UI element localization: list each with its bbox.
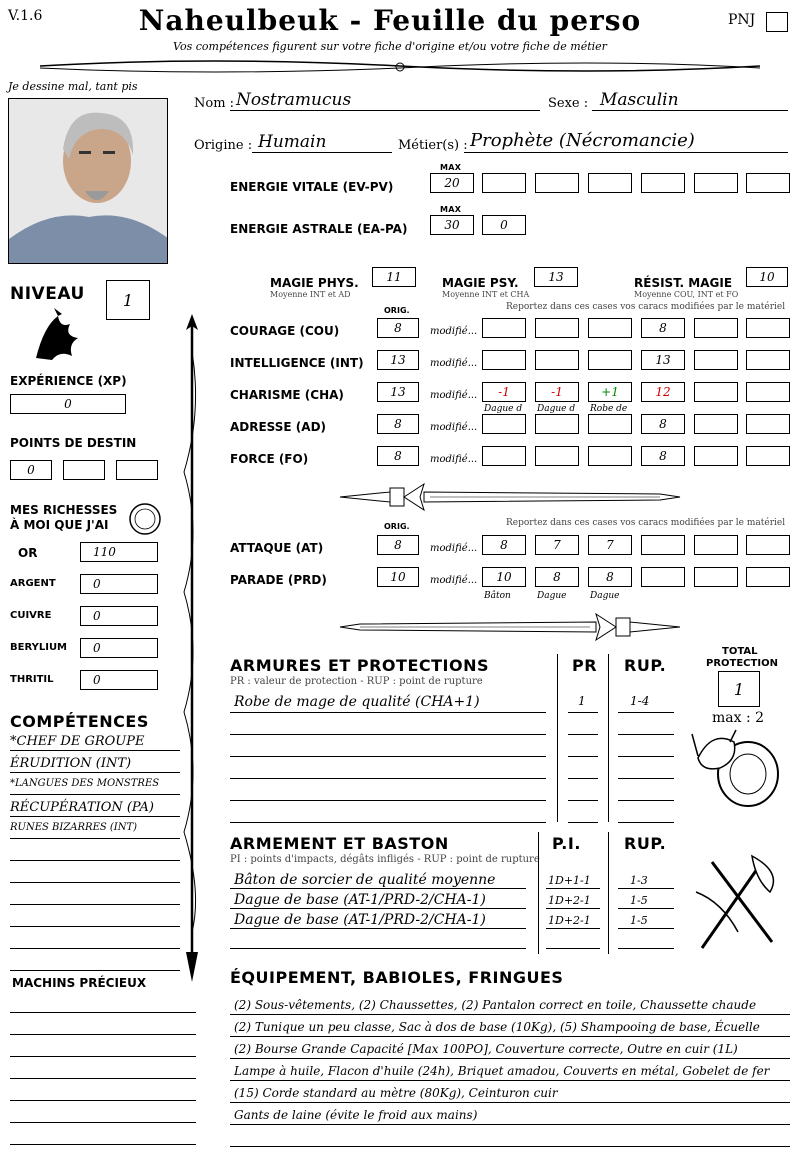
stats-note: Reportez dans ces cases vos caracs modifiées par le matériel [506,302,786,312]
stat-mod-box[interactable]: 8 [641,446,685,466]
arme-rup[interactable]: 1-5 [630,914,648,927]
niveau-label: NIVEAU [10,284,85,304]
combat-orig-box[interactable]: 8 [377,535,419,555]
arme-rup-line [618,948,674,949]
equipement-line [230,1014,790,1015]
stat-orig-box[interactable]: 8 [377,414,419,434]
equipement-title: ÉQUIPEMENT, BABIOLES, FRINGUES [230,968,564,987]
stat-mod-box[interactable] [588,318,632,338]
arme-line [230,908,526,909]
competence-item[interactable]: *CHEF DE GROUPE [10,734,145,749]
arme-rup-line [618,928,674,929]
arme-line [230,928,526,929]
money-box[interactable]: 110 [80,542,158,562]
nom-field[interactable]: Nostramucus [236,90,352,110]
combat-mod-box[interactable]: 10 [482,567,526,587]
stat-mod-note: Dague d [537,404,576,414]
arme-rup-line [618,888,674,889]
arme-line [230,948,526,949]
equipement-line [230,1080,790,1081]
magie-phys-box[interactable]: 11 [372,267,416,287]
combat-mod-box[interactable]: 8 [482,535,526,555]
money-label: OR [18,546,38,560]
combat-mod-box[interactable] [694,535,738,555]
combat-mod-note: Dague [590,591,620,601]
armement-title: ARMEMENT ET BASTON [230,834,449,853]
total-label-2: PROTECTION [706,658,778,669]
stat-orig-box[interactable]: 8 [377,318,419,338]
armures-rup-label: RUP. [624,656,667,675]
stat-mod-box[interactable] [588,414,632,434]
competence-line [10,794,180,795]
armement-note: PI : points d'impacts, dégâts infligés - RUP : point de rupture [230,854,540,865]
page-subtitle: Vos compétences figurent sur votre fiche d'origine et/ou votre fiche de métier [173,40,607,53]
orig-label-stats: ORIG. [384,306,410,315]
money-box[interactable]: 0 [80,574,158,594]
stat-orig-box[interactable]: 13 [377,382,419,402]
version-label: V.1.6 [8,8,43,24]
magie-phys-label: MAGIE PHYS. [270,276,359,290]
armure-rup-line [618,756,674,757]
armure-pr[interactable]: 1 [578,694,586,708]
money-label: ARGENT [10,578,56,589]
competence-line [10,816,180,817]
stat-mod-box[interactable] [535,350,579,370]
total-label: TOTAL [722,646,758,657]
stat-mod-box[interactable] [535,446,579,466]
armure-rup-line [618,734,674,735]
combat-mod-box[interactable] [641,535,685,555]
money-label: THRITIL [10,674,54,685]
stat-mod-box[interactable] [746,414,790,434]
ea-max-box[interactable]: 30 [430,215,474,235]
niveau-box[interactable]: 1 [106,280,150,320]
money-label: CUIVRE [10,610,52,621]
modif-label: modifié... [430,422,478,433]
destin-label: POINTS DE DESTIN [10,436,137,450]
magie-psy-label: MAGIE PSY. [442,276,519,290]
combat-mod-box[interactable]: 7 [588,535,632,555]
money-box[interactable]: 0 [80,606,158,626]
competence-item[interactable]: RÉCUPÉRATION (PA) [10,800,154,815]
modif-label: modifié... [430,326,478,337]
orig-label-combat: ORIG. [384,522,410,531]
armures-pr-label: PR [572,656,598,675]
competence-line [10,926,180,927]
sexe-field[interactable]: Masculin [600,90,679,110]
competence-line [10,882,180,883]
stat-mod-box[interactable] [746,350,790,370]
combat-mod-box[interactable] [641,567,685,587]
ev-box-6[interactable] [746,173,790,193]
machins-label: MACHINS PRÉCIEUX [12,976,147,990]
combat-mod-box[interactable]: 8 [588,567,632,587]
combat-mod-box[interactable] [746,567,790,587]
combat-mod-note: Bâton [484,591,511,601]
stat-mod-note: Dague d [484,404,523,414]
arme-pi-line [546,948,600,949]
max-label-ea: MAX [440,205,462,214]
ev-box-4[interactable] [641,173,685,193]
richesses-label: MES RICHESSES [10,503,118,517]
modif-label: modifié... [430,543,478,554]
stat-mod-box[interactable] [746,318,790,338]
competence-item[interactable]: ÉRUDITION (INT) [10,756,132,771]
armure-pr-line [568,822,598,823]
staff-divider [180,312,204,984]
sword-divider-1 [330,482,690,512]
stat-mod-box[interactable]: -1 [535,382,579,402]
combat-label: ATTAQUE (AT) [230,541,324,555]
arme-rup[interactable]: 1-5 [630,894,648,907]
stat-mod-box[interactable] [482,350,526,370]
armure-rup-line [618,712,674,713]
resist-magie-label: RÉSIST. MAGIE [634,276,733,290]
destin-box-2[interactable] [63,460,105,480]
equipement-item[interactable]: (2) Tunique un peu classe, Sac à dos de base (10Kg), (5) Shampooing de base, Écuelle [234,1020,760,1034]
arme-line [230,888,526,889]
stat-mod-box[interactable] [588,350,632,370]
stat-mod-box[interactable] [535,318,579,338]
armure-rup-line [618,800,674,801]
stat-mod-box[interactable] [694,446,738,466]
arme-name[interactable]: Dague de base (AT-1/PRD-2/CHA-1) [234,892,486,908]
stat-orig-box[interactable]: 8 [377,446,419,466]
origine-label: Origine : [194,138,253,153]
magie-phys-note: Moyenne INT et AD [270,290,351,299]
ev-box-5[interactable] [694,173,738,193]
header-flourish [30,54,770,78]
combat-mod-note: Dague [537,591,567,601]
stat-mod-box[interactable] [746,446,790,466]
arme-pi[interactable]: 1D+2-1 [548,914,591,927]
sword-divider-2 [330,612,690,642]
equipement-line [230,1124,790,1125]
stat-mod-box[interactable]: 12 [641,382,685,402]
modif-label: modifié... [430,575,478,586]
nom-label: Nom : [194,96,235,111]
money-box[interactable]: 0 [80,670,158,690]
ev-label: ENERGIE VITALE (EV-PV) [230,180,394,194]
equipement-line [230,1036,790,1037]
armure-rup[interactable]: 1-4 [630,694,650,708]
destin-box-3[interactable] [116,460,158,480]
stat-orig-box[interactable]: 13 [377,350,419,370]
combat-mod-box[interactable]: 8 [535,567,579,587]
page-title: Naheulbeuk - Feuille du perso [138,4,642,37]
portrait-caption: Je dessine mal, tant pis [8,80,138,93]
ea-box-1[interactable]: 0 [482,215,526,235]
stat-label: FORCE (FO) [230,452,309,466]
arme-pi-line [546,908,600,909]
stat-mod-box[interactable]: +1 [588,382,632,402]
competences-label: COMPÉTENCES [10,712,149,731]
armure-name[interactable]: Robe de mage de qualité (CHA+1) [234,694,480,710]
equipement-item[interactable]: (15) Corde standard au mètre (80Kg), Ceinturon cuir [234,1086,558,1100]
weapons-icon [692,852,784,952]
stat-mod-box[interactable] [694,382,738,402]
arme-rup-line [618,908,674,909]
equipement-item[interactable]: (2) Sous-vêtements, (2) Chaussettes, (2) Pantalon correct en toile, Chaussette chaude [234,998,757,1012]
portrait-frame [8,98,168,264]
stat-mod-box[interactable] [535,414,579,434]
competence-line [10,970,180,971]
combat-label: PARADE (PRD) [230,573,327,587]
equipement-line [230,1058,790,1059]
combat-mod-box[interactable]: 7 [535,535,579,555]
stat-mod-box[interactable] [482,318,526,338]
competence-line [10,772,180,773]
xp-label: EXPÉRIENCE (XP) [10,374,127,388]
stat-mod-box[interactable] [694,318,738,338]
destin-box-1[interactable]: 0 [10,460,52,480]
equipement-item[interactable]: (2) Bourse Grande Capacité [Max 100PO], Couverture correcte, Outre en cuir (1L) [234,1042,738,1056]
ev-max-box[interactable]: 20 [430,173,474,193]
stat-mod-box[interactable] [482,414,526,434]
armure-line [230,778,546,779]
armures-note: PR : valeur de protection - RUP : point de rupture [230,676,483,687]
stat-label: ADRESSE (AD) [230,420,327,434]
equipement-item[interactable]: Gants de laine (évite le froid aux mains) [234,1108,478,1122]
arme-name[interactable]: Dague de base (AT-1/PRD-2/CHA-1) [234,912,486,928]
magie-psy-box[interactable]: 13 [534,267,578,287]
armement-pi-label: P.I. [552,834,581,853]
stat-mod-box[interactable] [746,382,790,402]
combat-note: Reportez dans ces cases vos caracs modifiées par le matériel [506,518,786,528]
resist-magie-note: Moyenne COU, INT et FO [634,290,739,299]
armure-rup-line [618,822,674,823]
arme-pi-line [546,928,600,929]
stat-label: INTELLIGENCE (INT) [230,356,364,370]
coin-icon [128,502,162,536]
resist-magie-box[interactable]: 10 [746,267,788,287]
stat-mod-note: Robe de [590,404,628,414]
portrait-image [9,99,168,264]
competence-item[interactable]: RUNES BIZARRES (INT) [10,822,138,833]
stat-label: CHARISME (CHA) [230,388,344,402]
modif-label: modifié... [430,454,478,465]
stat-mod-box[interactable]: -1 [482,382,526,402]
armure-line [230,822,546,823]
armure-line [230,800,546,801]
max-label-ev: MAX [440,163,462,172]
armure-pr-line [568,712,598,713]
metier-label: Métier(s) : [398,138,468,153]
equipement-line [230,1146,790,1147]
armure-pr-line [568,756,598,757]
armement-rup-label: RUP. [624,834,667,853]
pnj-label: PNJ [728,12,756,28]
stat-mod-box[interactable] [694,350,738,370]
arme-pi[interactable]: 1D+2-1 [548,894,591,907]
armure-pr-line [568,800,598,801]
stat-mod-box[interactable] [694,414,738,434]
sexe-label: Sexe : [548,96,589,111]
armure-pr-line [568,778,598,779]
dragon-icon [30,306,86,364]
total-max: max : 2 [712,710,765,726]
competence-line [10,948,180,949]
richesses-label-2: À MOI QUE J'AI [10,518,109,532]
competence-line [10,838,180,839]
combat-mod-box[interactable] [694,567,738,587]
arme-rup[interactable]: 1-3 [630,874,648,887]
stat-mod-box[interactable] [482,446,526,466]
stat-mod-box[interactable]: 8 [641,414,685,434]
equipement-item[interactable]: Lampe à huile, Flacon d'huile (24h), Briquet amadou, Couverts en métal, Gobelet de fer [234,1064,770,1078]
stat-mod-box[interactable]: 8 [641,318,685,338]
total-protection-box[interactable]: 1 [718,671,760,707]
ea-label: ENERGIE ASTRALE (EA-PA) [230,222,408,236]
arme-pi[interactable]: 1D+1-1 [548,874,591,887]
ev-box-1[interactable] [482,173,526,193]
stat-mod-box[interactable] [588,446,632,466]
stat-mod-box[interactable]: 13 [641,350,685,370]
modif-label: modifié... [430,390,478,401]
competence-line [10,860,180,861]
arme-pi-line [546,888,600,889]
combat-mod-box[interactable] [746,535,790,555]
combat-orig-box[interactable]: 10 [377,567,419,587]
xp-box[interactable]: 0 [10,394,126,414]
equipement-line [230,1102,790,1103]
ev-box-2[interactable] [535,173,579,193]
armure-pr-line [568,734,598,735]
armure-line [230,734,546,735]
armures-title: ARMURES ET PROTECTIONS [230,656,489,675]
competence-line [10,750,180,751]
armure-line [230,756,546,757]
metier-field[interactable]: Prophète (Nécromancie) [470,130,695,151]
competence-item[interactable]: *LANGUES DES MONSTRES [10,778,160,789]
helmet-shield-icon [690,728,786,810]
modif-label: modifié... [430,358,478,369]
ev-box-3[interactable] [588,173,632,193]
pnj-checkbox[interactable] [766,12,788,32]
arme-name[interactable]: Bâton de sorcier de qualité moyenne [234,872,496,888]
competence-line [10,904,180,905]
armure-line [230,712,546,713]
money-label: BERYLIUM [10,642,68,653]
money-box[interactable]: 0 [80,638,158,658]
stat-label: COURAGE (COU) [230,324,340,338]
armure-rup-line [618,778,674,779]
origine-field[interactable]: Humain [258,132,327,152]
magie-psy-note: Moyenne INT et CHA [442,290,530,299]
